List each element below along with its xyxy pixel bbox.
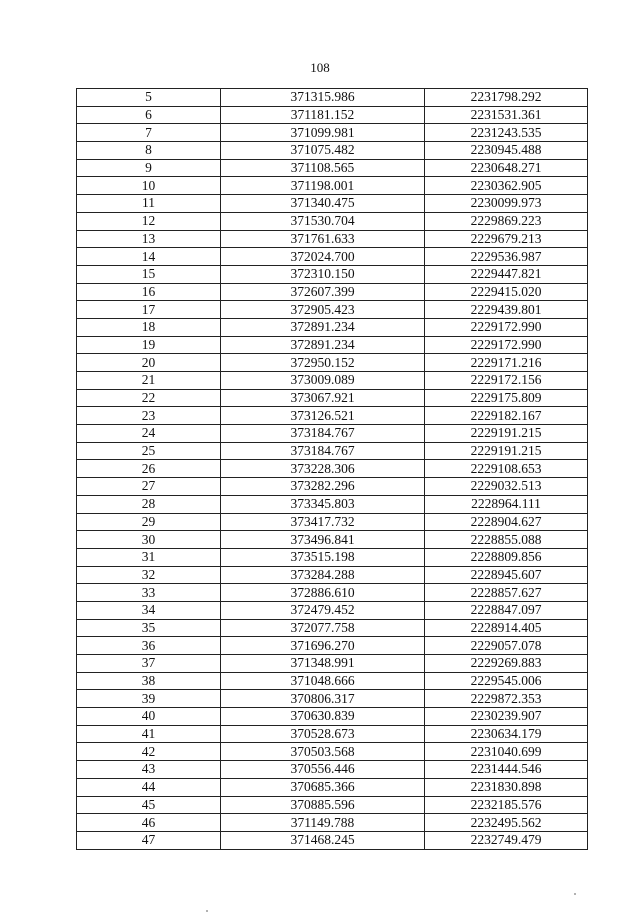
y-coordinate-cell: 2228945.607 [425,566,588,584]
table-row [77,354,588,372]
x-coordinate-cell: 371761.633 [221,230,425,248]
x-coordinate-cell: 371149.788 [221,814,425,832]
table-row [77,601,588,619]
y-coordinate-cell: 2232749.479 [425,831,588,849]
point-number-cell: 25 [77,442,221,460]
coordinate-table-body [77,89,588,850]
x-coordinate-cell: 373345.803 [221,495,425,513]
point-number-cell: 23 [77,407,221,425]
y-coordinate-cell: 2228964.111 [425,495,588,513]
y-coordinate-cell: 2229536.987 [425,248,588,266]
table-row [77,89,588,107]
x-coordinate-cell: 372077.758 [221,619,425,637]
table-row [77,619,588,637]
table-row [77,672,588,690]
x-coordinate-cell: 372479.452 [221,601,425,619]
y-coordinate-cell: 2229172.990 [425,336,588,354]
y-coordinate-cell: 2230362.905 [425,177,588,195]
x-coordinate-cell: 373228.306 [221,460,425,478]
table-row [77,566,588,584]
x-coordinate-cell: 371315.986 [221,89,425,107]
point-number-cell: 5 [77,89,221,107]
x-coordinate-cell: 371696.270 [221,637,425,655]
table-row [77,495,588,513]
y-coordinate-cell: 2230099.973 [425,195,588,213]
y-coordinate-cell: 2229175.809 [425,389,588,407]
x-coordinate-cell: 372607.399 [221,283,425,301]
table-row [77,831,588,849]
point-number-cell: 20 [77,354,221,372]
y-coordinate-cell: 2229172.156 [425,372,588,390]
y-coordinate-cell: 2230648.271 [425,159,588,177]
x-coordinate-cell: 373067.921 [221,389,425,407]
y-coordinate-cell: 2228809.856 [425,548,588,566]
y-coordinate-cell: 2229447.821 [425,265,588,283]
point-number-cell: 32 [77,566,221,584]
point-number-cell: 8 [77,142,221,160]
table-row [77,389,588,407]
y-coordinate-cell: 2231444.546 [425,761,588,779]
table-row [77,142,588,160]
table-row [77,336,588,354]
y-coordinate-cell: 2229869.223 [425,212,588,230]
y-coordinate-cell: 2229439.801 [425,301,588,319]
y-coordinate-cell: 2228914.405 [425,619,588,637]
y-coordinate-cell: 2230634.179 [425,725,588,743]
x-coordinate-cell: 371468.245 [221,831,425,849]
table-row [77,796,588,814]
y-coordinate-cell: 2228904.627 [425,513,588,531]
x-coordinate-cell: 373184.767 [221,442,425,460]
coordinate-table [76,88,588,850]
point-number-cell: 19 [77,336,221,354]
table-row [77,265,588,283]
table-row [77,531,588,549]
x-coordinate-cell: 370528.673 [221,725,425,743]
y-coordinate-cell: 2229032.513 [425,478,588,496]
point-number-cell: 16 [77,283,221,301]
x-coordinate-cell: 371048.666 [221,672,425,690]
y-coordinate-cell: 2231798.292 [425,89,588,107]
x-coordinate-cell: 371099.981 [221,124,425,142]
x-coordinate-cell: 372886.610 [221,584,425,602]
table-row [77,124,588,142]
table-row [77,761,588,779]
table-row [77,513,588,531]
x-coordinate-cell: 372310.150 [221,265,425,283]
y-coordinate-cell: 2229872.353 [425,690,588,708]
x-coordinate-cell: 370685.366 [221,778,425,796]
table-row [77,212,588,230]
y-coordinate-cell: 2229191.215 [425,442,588,460]
y-coordinate-cell: 2229679.213 [425,230,588,248]
x-coordinate-cell: 372891.234 [221,318,425,336]
point-number-cell: 33 [77,584,221,602]
point-number-cell: 43 [77,761,221,779]
point-number-cell: 37 [77,655,221,673]
point-number-cell: 42 [77,743,221,761]
point-number-cell: 24 [77,425,221,443]
y-coordinate-cell: 2229415.020 [425,283,588,301]
point-number-cell: 30 [77,531,221,549]
table-row [77,230,588,248]
x-coordinate-cell: 373496.841 [221,531,425,549]
point-number-cell: 10 [77,177,221,195]
y-coordinate-cell: 2232185.576 [425,796,588,814]
x-coordinate-cell: 371198.001 [221,177,425,195]
table-row [77,301,588,319]
x-coordinate-cell: 373282.296 [221,478,425,496]
table-row [77,372,588,390]
y-coordinate-cell: 2232495.562 [425,814,588,832]
scan-speck [206,910,208,912]
x-coordinate-cell: 371348.991 [221,655,425,673]
x-coordinate-cell: 373515.198 [221,548,425,566]
table-row [77,584,588,602]
x-coordinate-cell: 372891.234 [221,336,425,354]
point-number-cell: 22 [77,389,221,407]
y-coordinate-cell: 2230239.907 [425,708,588,726]
point-number-cell: 17 [77,301,221,319]
table-row [77,478,588,496]
point-number-cell: 47 [77,831,221,849]
x-coordinate-cell: 370556.446 [221,761,425,779]
x-coordinate-cell: 370885.596 [221,796,425,814]
page-number: 108 [310,60,330,75]
scan-speck [574,893,576,895]
x-coordinate-cell: 370630.839 [221,708,425,726]
table-row [77,318,588,336]
x-coordinate-cell: 371530.704 [221,212,425,230]
y-coordinate-cell: 2229545.006 [425,672,588,690]
table-row [77,743,588,761]
table-row [77,425,588,443]
x-coordinate-cell: 373284.288 [221,566,425,584]
y-coordinate-cell: 2229172.990 [425,318,588,336]
point-number-cell: 15 [77,265,221,283]
table-row [77,177,588,195]
y-coordinate-cell: 2230945.488 [425,142,588,160]
x-coordinate-cell: 373184.767 [221,425,425,443]
table-row [77,442,588,460]
y-coordinate-cell: 2228847.097 [425,601,588,619]
point-number-cell: 18 [77,318,221,336]
point-number-cell: 26 [77,460,221,478]
x-coordinate-cell: 372905.423 [221,301,425,319]
table-row [77,708,588,726]
table-row [77,460,588,478]
y-coordinate-cell: 2231830.898 [425,778,588,796]
point-number-cell: 14 [77,248,221,266]
table-row [77,655,588,673]
point-number-cell: 29 [77,513,221,531]
y-coordinate-cell: 2229269.883 [425,655,588,673]
point-number-cell: 13 [77,230,221,248]
y-coordinate-cell: 2229057.078 [425,637,588,655]
y-coordinate-cell: 2229171.216 [425,354,588,372]
table-row [77,159,588,177]
point-number-cell: 34 [77,601,221,619]
point-number-cell: 40 [77,708,221,726]
y-coordinate-cell: 2231243.535 [425,124,588,142]
table-row [77,637,588,655]
point-number-cell: 38 [77,672,221,690]
point-number-cell: 27 [77,478,221,496]
point-number-cell: 9 [77,159,221,177]
point-number-cell: 12 [77,212,221,230]
x-coordinate-cell: 371075.482 [221,142,425,160]
point-number-cell: 45 [77,796,221,814]
point-number-cell: 6 [77,106,221,124]
point-number-cell: 41 [77,725,221,743]
x-coordinate-cell: 371108.565 [221,159,425,177]
table-row [77,778,588,796]
x-coordinate-cell: 373126.521 [221,407,425,425]
point-number-cell: 35 [77,619,221,637]
point-number-cell: 46 [77,814,221,832]
point-number-cell: 44 [77,778,221,796]
x-coordinate-cell: 371340.475 [221,195,425,213]
x-coordinate-cell: 370806.317 [221,690,425,708]
x-coordinate-cell: 373009.089 [221,372,425,390]
x-coordinate-cell: 372950.152 [221,354,425,372]
y-coordinate-cell: 2228855.088 [425,531,588,549]
x-coordinate-cell: 371181.152 [221,106,425,124]
point-number-cell: 21 [77,372,221,390]
y-coordinate-cell: 2229182.167 [425,407,588,425]
table-row [77,283,588,301]
y-coordinate-cell: 2229191.215 [425,425,588,443]
point-number-cell: 7 [77,124,221,142]
y-coordinate-cell: 2229108.653 [425,460,588,478]
point-number-cell: 28 [77,495,221,513]
y-coordinate-cell: 2228857.627 [425,584,588,602]
point-number-cell: 36 [77,637,221,655]
table-row [77,690,588,708]
point-number-cell: 39 [77,690,221,708]
table-row [77,814,588,832]
table-row [77,195,588,213]
point-number-cell: 31 [77,548,221,566]
y-coordinate-cell: 2231531.361 [425,106,588,124]
x-coordinate-cell: 372024.700 [221,248,425,266]
table-row [77,548,588,566]
y-coordinate-cell: 2231040.699 [425,743,588,761]
table-row [77,725,588,743]
x-coordinate-cell: 373417.732 [221,513,425,531]
table-row [77,248,588,266]
point-number-cell: 11 [77,195,221,213]
table-row [77,106,588,124]
x-coordinate-cell: 370503.568 [221,743,425,761]
table-row [77,407,588,425]
